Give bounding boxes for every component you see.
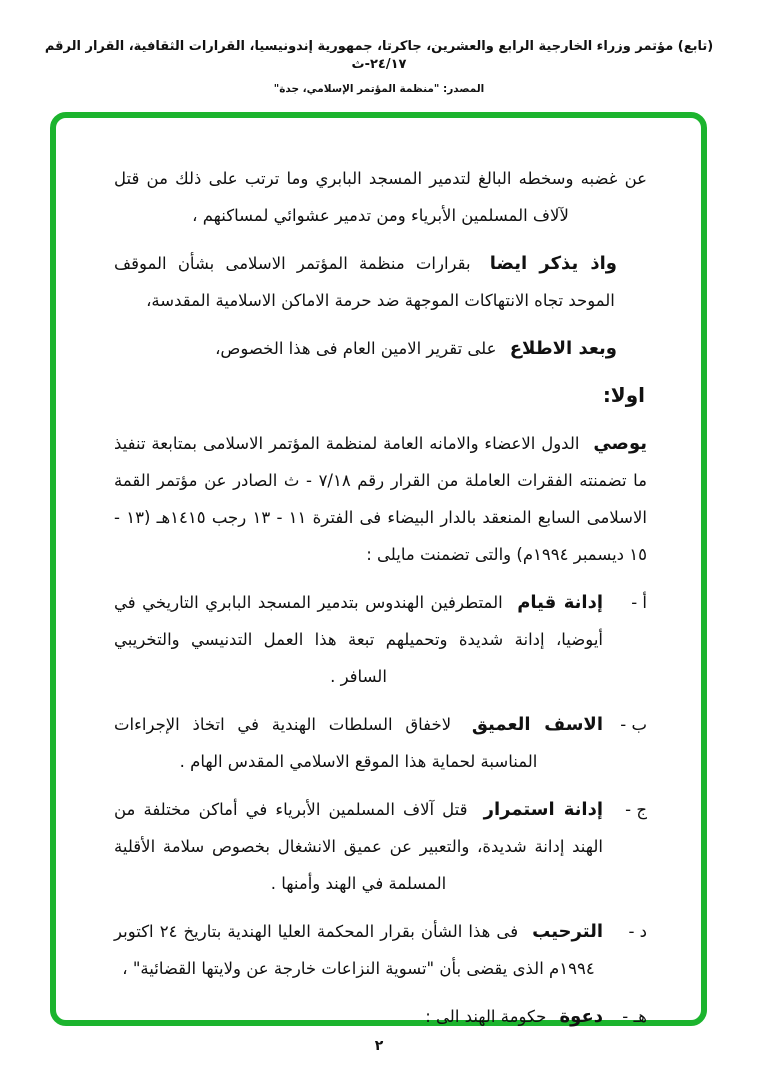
item-marker: هـ - (622, 1007, 647, 1026)
item-marker: ج - (625, 800, 647, 819)
item-body (114, 584, 603, 695)
paragraph-text: على تقرير الامين العام فى هذا الخصوص، (215, 339, 497, 358)
item-marker: أ - (631, 593, 647, 612)
item-lead: إدانة قيام (517, 592, 604, 613)
item-lead: الترحيب (532, 921, 604, 942)
item-lead: إدانة استمرار (483, 799, 603, 820)
document-header (0, 0, 758, 95)
page-number: ٢ (374, 1038, 384, 1054)
preamble-paragraph-2 (114, 245, 647, 319)
paragraph-lead: واذ يذكر ايضا (489, 253, 617, 274)
item-text: لاخفاق السلطات الهندية في اتخاذ الإجراءات المناسبة لحماية هذا الموقع الاسلامي المقدس الهام . (114, 715, 538, 771)
paragraph-lead: يوصي (593, 433, 647, 454)
source-line: المصدر: "منظمة المؤتمر الإسلامي، جدة" (273, 83, 485, 95)
list-item-h (114, 998, 647, 1035)
preamble-paragraph-1 (114, 160, 647, 234)
list-item-d (114, 913, 647, 987)
recommendation-paragraph (114, 425, 647, 573)
items-list (114, 584, 647, 1035)
item-text: قتل آلاف المسلمين الأبرياء في أماكن مختلفة من الهند إدانة شديدة، والتعبير عن عميق الانشغال بخصوص سلامة الأقلية المسلمة في الهند وأمنها . (114, 800, 603, 893)
item-body (114, 791, 603, 902)
list-item-b (114, 706, 647, 780)
item-text: فى هذا الشأن بقرار المحكمة العليا الهندية بتاريخ ٢٤ اكتوبر ١٩٩٤م الذى يقضى بأن "تسوية النزاعات خارجة عن ولايتها القضائية" ، (114, 922, 595, 978)
item-body (114, 706, 603, 780)
list-item-a (114, 584, 647, 695)
item-body (114, 913, 603, 987)
item-text: المتطرفين الهندوس بتدمير المسجد البابري التاريخي في أيوضيا، إدانة شديدة وتحميلهم تبعة هذا العمل التدنيسي والتخريبي السافر . (114, 593, 603, 686)
paragraph-text: بقرارات منظمة المؤتمر الاسلامى بشأن الموقف الموحد تجاه الانتهاكات الموجهة ضد حرمة الاماكن الاسلامية المقدسة، (114, 254, 615, 310)
item-body (114, 998, 603, 1035)
item-text: حكومة الهند الى : (425, 1007, 547, 1026)
content-border-box (50, 112, 707, 1026)
paragraph-text: عن غضبه وسخطه البالغ لتدمير المسجد البابري وما ترتب على ذلك من قتل لآلاف المسلمين الأبرياء ومن تدمير عشوائي لمساكنهم ، (114, 169, 647, 225)
item-marker: د - (628, 922, 647, 941)
section-heading-first: اولا: (602, 383, 645, 407)
item-lead: دعوة (559, 1006, 603, 1027)
item-lead: الاسف العميق (471, 714, 603, 735)
paragraph-lead: وبعد الاطلاع (509, 338, 617, 359)
item-marker: ب - (620, 715, 647, 734)
paragraph-text: الدول الاعضاء والامانه العامة لمنظمة المؤتمر الاسلامى بمتابعة تنفيذ ما تضمنته الفقرات العاملة من القرار رقم ٧/١٨ - ث الصادر عن مؤتمر القمة الاسلامى السابع المنعقد بالدار البيضاء فى الفترة ١١ - ١٣ رجب ١٤١٥هـ (١٣ - ١٥ ديسمبر ١٩٩٤م) والتى تضمنت مايلى : (114, 434, 647, 564)
preamble-paragraph-3 (114, 330, 647, 367)
conference-title: (تابع) مؤتمر وزراء الخارجية الرابع والعشرين، جاكرتا، جمهورية إندونيسيا، القرارات الثقافية، القرار الرقم ٢٤/١٧-ث (44, 39, 714, 72)
list-item-j (114, 791, 647, 902)
